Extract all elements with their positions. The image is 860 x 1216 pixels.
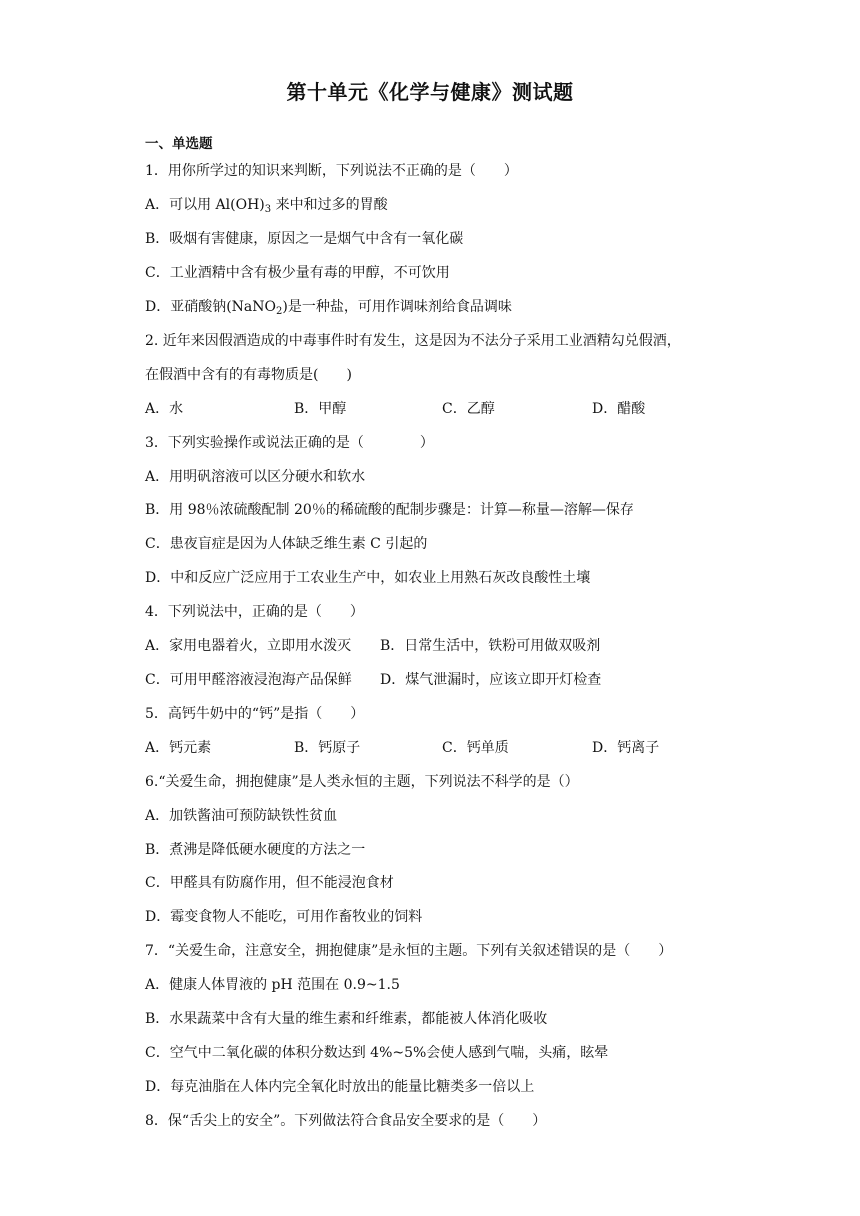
q4-stem: 4．下列说法中，正确的是（ ） — [145, 604, 364, 620]
q3-option-c: C．患夜盲症是因为人体缺乏维生素 C 引起的 — [145, 536, 428, 552]
q2-option-a: A．水 — [145, 401, 184, 417]
q4-option-d: D．煤气泄漏时，应该立即开灯检查 — [380, 672, 602, 688]
page-title: 第十单元《化学与健康》测试题 — [286, 80, 574, 104]
q2-option-c: C．乙醇 — [442, 401, 495, 417]
q7-option-a: A．健康人体胃液的 pH 范围在 0.9~1.5 — [145, 977, 400, 993]
q6-option-b: B．煮沸是降低硬水硬度的方法之一 — [145, 842, 366, 858]
q7-option-b: B．水果蔬菜中含有大量的维生素和纤维素，都能被人体消化吸收 — [145, 1011, 548, 1027]
q6-option-a: A．加铁酱油可预防缺铁性贫血 — [145, 808, 338, 824]
q6-stem: 6.“关爱生命，拥抱健康”是人类永恒的主题，下列说法不科学的是（） — [145, 774, 579, 790]
q2-stem-line2: 在假酒中含有的有毒物质是( ) — [145, 367, 352, 383]
q1-option-d-subscript: 2 — [276, 306, 283, 317]
q2-stem-line1: 2. 近年来因假酒造成的中毒事件时有发生，这是因为不法分子采用工业酒精勾兑假酒， — [145, 333, 681, 349]
q1-option-d-text: D．亚硝酸钠(NaNO — [145, 299, 277, 315]
q2-option-b: B．甲醇 — [294, 401, 347, 417]
q1-option-d — [145, 297, 512, 317]
q1-option-a-text: A．可以用 Al(OH) — [145, 197, 265, 213]
q3-stem: 3．下列实验操作或说法正确的是（ ） — [145, 435, 434, 451]
q1-option-a — [145, 195, 388, 215]
section-heading: 一、单选题 — [145, 136, 213, 152]
q1-option-a-subscript: 3 — [264, 204, 272, 215]
q5-option-d: D．钙离子 — [592, 740, 660, 756]
q4-option-c: C．可用甲醛溶液浸泡海产品保鲜 — [145, 672, 352, 688]
q6-option-c: C．甲醛具有防腐作用，但不能浸泡食材 — [145, 875, 394, 891]
q8-stem: 8．保“舌尖上的安全”。下列做法符合食品安全要求的是（ ） — [145, 1113, 547, 1129]
q5-stem: 5．高钙牛奶中的“钙”是指（ ） — [145, 706, 365, 722]
q5-option-a: A．钙元素 — [145, 740, 212, 756]
q7-stem: 7．“关爱生命，注意安全，拥抱健康”是永恒的主题。下列有关叙述错误的是（ ） — [145, 943, 673, 959]
q7-option-c: C．空气中二氧化碳的体积分数达到 4%~5%会使人感到气喘，头痛，眩晕 — [145, 1045, 609, 1061]
q1-option-b: B．吸烟有害健康，原因之一是烟气中含有一氧化碳 — [145, 231, 464, 247]
q3-option-a: A．用明矾溶液可以区分硬水和软水 — [145, 469, 366, 485]
q2-option-d: D．醋酸 — [592, 401, 646, 417]
q5-option-b: B．钙原子 — [294, 740, 361, 756]
q3-option-b: B．用 98％浓硫酸配制 20％的稀硫酸的配制步骤是：计算—称量—溶解—保存 — [145, 502, 634, 518]
q3-option-d: D．中和反应广泛应用于工农业生产中，如农业上用熟石灰改良酸性土壤 — [145, 570, 591, 586]
q7-option-d: D．每克油脂在人体内完全氧化时放出的能量比糖类多一倍以上 — [145, 1079, 535, 1095]
q4-option-a: A．家用电器着火，立即用水泼灭 — [145, 638, 352, 654]
q1-option-a-text-rest: 来中和过多的胃酸 — [271, 197, 388, 213]
q5-option-c: C．钙单质 — [442, 740, 509, 756]
q1-stem: 1．用你所学过的知识来判断，下列说法不正确的是（ ） — [145, 163, 518, 179]
q1-option-c: C．工业酒精中含有极少量有毒的甲醇，不可饮用 — [145, 265, 450, 281]
q6-option-d: D．霉变食物人不能吃，可用作畜牧业的饲料 — [145, 909, 423, 925]
q4-option-b: B．日常生活中，铁粉可用做双吸剂 — [380, 638, 601, 654]
q1-option-d-text-rest: )是一种盐，可用作调味剂给食品调味 — [282, 299, 512, 315]
